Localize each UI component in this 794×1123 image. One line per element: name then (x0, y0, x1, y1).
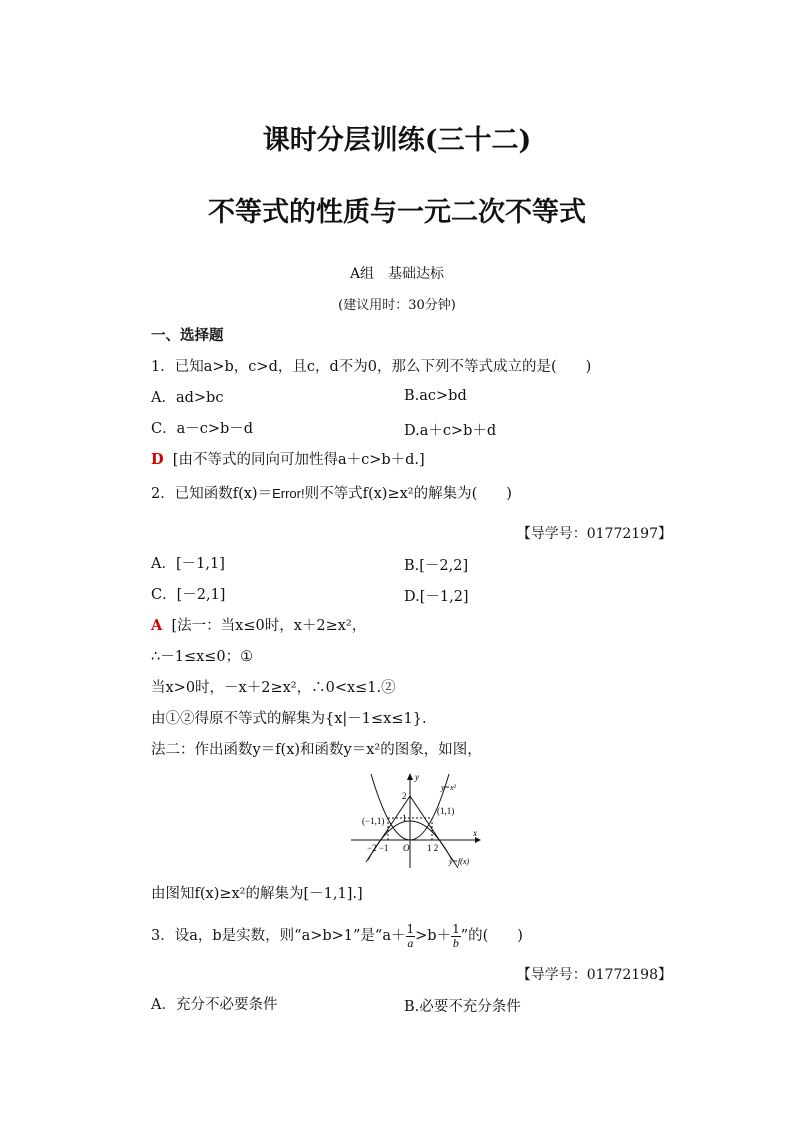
q1-option-c: C．a－c>b－d (151, 421, 254, 437)
q3-stem-mid: >b＋ (415, 928, 452, 944)
q1-stem: 1．已知a>b，c>d，且c，d不为0，那么下列不等式成立的是( ) (151, 359, 592, 375)
point-right-label: (1,1) (437, 806, 455, 816)
tick-2-label: 2 (402, 791, 407, 801)
q2-solution-6: 由图知f(x)≥x²的解集为[－1,1].] (151, 886, 363, 902)
q1-option-d: D.a＋c>b＋d (404, 423, 497, 439)
q2-solution-4: 由①②得原不等式的解集为{x|－1≤x≤1}. (151, 711, 427, 727)
origin-label: O (403, 843, 410, 853)
q2-stem-pre: 2．已知函数f(x)＝ (151, 486, 273, 502)
q3-option-b: B.必要不充分条件 (404, 999, 521, 1015)
y-axis-label: y (415, 772, 419, 782)
q3-frac-b-den: b (452, 935, 459, 950)
q2-option-a: A．[－1,1] (151, 556, 225, 572)
tick-1-label: 1 (402, 813, 407, 823)
q3-option-a: A．充分不必要条件 (151, 997, 278, 1013)
point-left-label: (−1,1) (362, 816, 385, 826)
q3-fraction-a (406, 923, 416, 950)
q2-solution-3: 当x>0时，－x＋2≥x²，∴0<x≤1.② (151, 680, 396, 696)
parabola-label: y=x² (441, 783, 456, 792)
fx-label: y=f(x) (449, 857, 470, 866)
q2-solution-1 (151, 616, 366, 636)
q1-solution (151, 450, 425, 470)
q2-stem-error: Error! (272, 486, 305, 501)
q3-stem-post: ”的( ) (460, 928, 523, 944)
q1-option-a: A．ad>bc (151, 390, 224, 406)
section-heading: 一、选择题 (151, 327, 224, 344)
function-graph (345, 770, 485, 870)
group-heading: A组 基础达标 (349, 266, 445, 282)
time-note: (建议用时：30分钟) (338, 298, 456, 313)
q3-frac-a-num: 1 (406, 921, 415, 936)
q1-option-b: B.ac>bd (404, 388, 467, 404)
x-ticks-positive: 1 2 (427, 843, 439, 853)
q2-answer: A (151, 617, 163, 634)
q2-solution-2: ∴－1≤x≤0；① (151, 649, 254, 665)
q2-option-b: B.[－2,2] (404, 558, 469, 574)
page-title: 课时分层训练(三十二) (262, 125, 532, 156)
q2-option-c: C．[－2,1] (151, 587, 226, 603)
q2-stem (151, 484, 512, 504)
q1-answer: D (151, 451, 164, 468)
q2-sol-line1: [法一：当x≤0时，x＋2≥x²， (171, 618, 367, 634)
q3-frac-a-den: a (407, 935, 414, 950)
q2-stem-post: 则不等式f(x)≥x²的解集为( ) (304, 486, 512, 502)
q3-stem (151, 922, 523, 950)
q3-fraction-b (451, 923, 461, 950)
q3-frac-b-num: 1 (452, 921, 460, 936)
q2-option-d: D.[－1,2] (404, 589, 469, 605)
q3-stem-pre: 3．设a，b是实数，则“a>b>1”是“a＋ (151, 928, 406, 944)
q2-guide-number: 【导学号：01772197】 (516, 526, 672, 542)
q3-guide-number: 【导学号：01772198】 (516, 967, 672, 983)
x-ticks-negative: −2 −1 (367, 843, 389, 853)
q2-solution-5: 法二：作出函数y＝f(x)和函数y＝x²的图象，如图， (151, 742, 482, 758)
x-axis-label: x (473, 828, 477, 838)
q1-explain: [由不等式的同向可加性得a＋c>b＋d.] (172, 452, 425, 468)
page-subtitle: 不等式的性质与一元二次不等式 (208, 197, 586, 228)
y-axis-arrow-icon (407, 773, 413, 780)
